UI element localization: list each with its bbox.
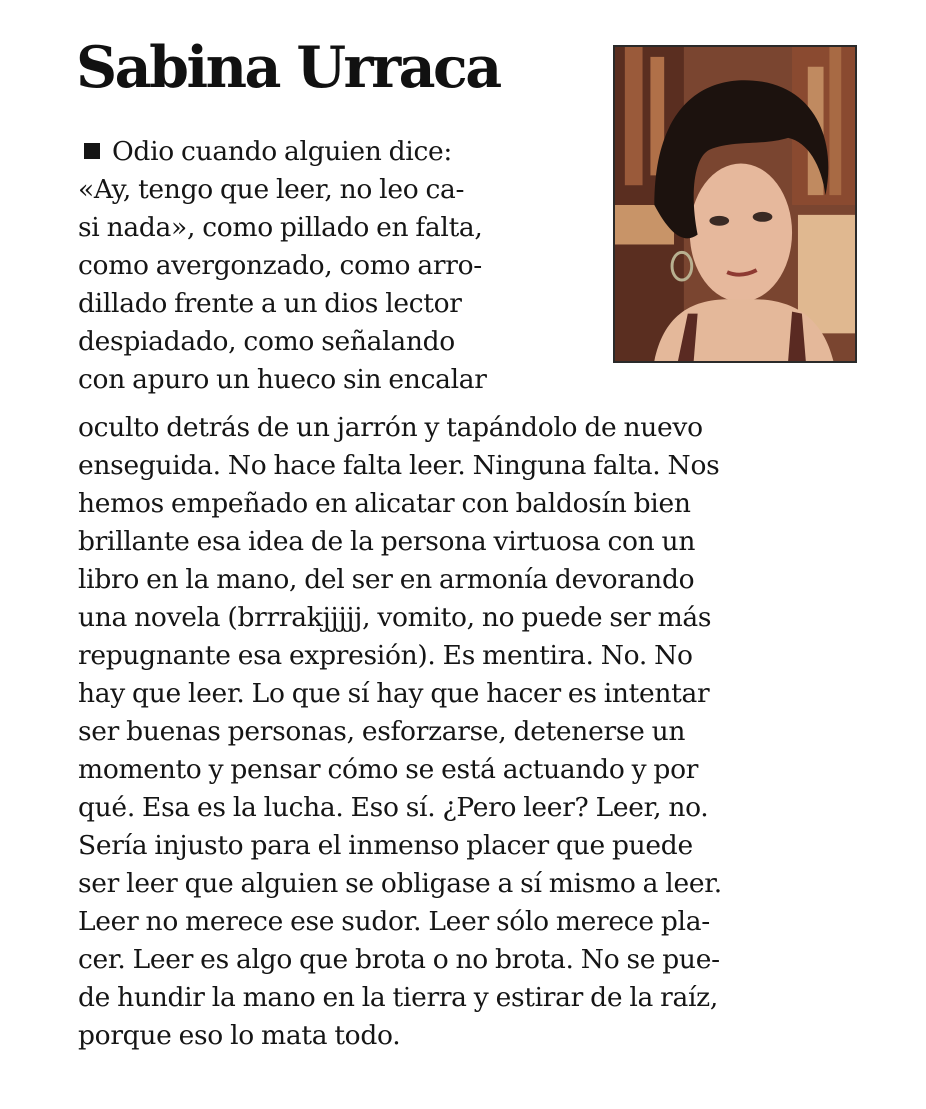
author-name-heading: Sabina Urraca	[76, 34, 500, 101]
bullet-square-icon	[84, 143, 100, 159]
article-text-line-19: Sería injusto para el inmenso placer que puede	[78, 830, 693, 861]
article-text-line-8: oculto detrás de un jarrón y tapándolo de nuevo	[78, 412, 703, 443]
article-text-line-23: de hundir la mano en la tierra y estirar de la raíz,	[78, 982, 718, 1013]
article-text-line-4: como avergonzado, como arro-	[78, 250, 482, 281]
article-text-line-10: hemos empeñado en alicatar con baldosín bien	[78, 488, 691, 519]
article-text-line-16: ser buenas personas, esforzarse, detenerse un	[78, 716, 686, 747]
article-text-line-3: si nada», como pillado en falta,	[78, 212, 483, 243]
article-text-line-14: repugnante esa expresión). Es mentira. No. No	[78, 640, 693, 671]
article-text-line-21: Leer no merece ese sudor. Leer sólo merece pla-	[78, 906, 710, 937]
article-text-line-24: porque eso lo mata todo.	[78, 1020, 401, 1051]
article-text-line-12: libro en la mano, del ser en armonía devorando	[78, 564, 695, 595]
article-text-line-6: despiadado, como señalando	[78, 326, 455, 357]
article-text-line-22: cer. Leer es algo que brota o no brota. No se pue-	[78, 944, 720, 975]
article-text-line-5: dillado frente a un dios lector	[78, 288, 462, 319]
article-text-line-15: hay que leer. Lo que sí hay que hacer es intentar	[78, 678, 710, 709]
author-portrait-image	[615, 47, 855, 361]
article-text-line-2: «Ay, tengo que leer, no leo ca-	[78, 174, 465, 205]
article-text-line-17: momento y pensar cómo se está actuando y por	[78, 754, 699, 785]
article-text-line-11: brillante esa idea de la persona virtuosa con un	[78, 526, 696, 557]
article-text-line-7: con apuro un hueco sin encalar	[78, 364, 487, 395]
article-text-line-9: enseguida. No hace falta leer. Ninguna falta. Nos	[78, 450, 720, 481]
article-text-line-13: una novela (brrrakjjjjj, vomito, no puede ser más	[78, 602, 712, 633]
article-text-line-20: ser leer que alguien se obligase a sí mismo a leer.	[78, 868, 722, 899]
article-text: Odio cuando alguien dice:	[112, 136, 453, 167]
article-text-line-18: qué. Esa es la lucha. Eso sí. ¿Pero leer? Leer, no.	[78, 792, 709, 823]
author-photo	[613, 45, 857, 363]
article-text-line-1	[78, 133, 452, 171]
